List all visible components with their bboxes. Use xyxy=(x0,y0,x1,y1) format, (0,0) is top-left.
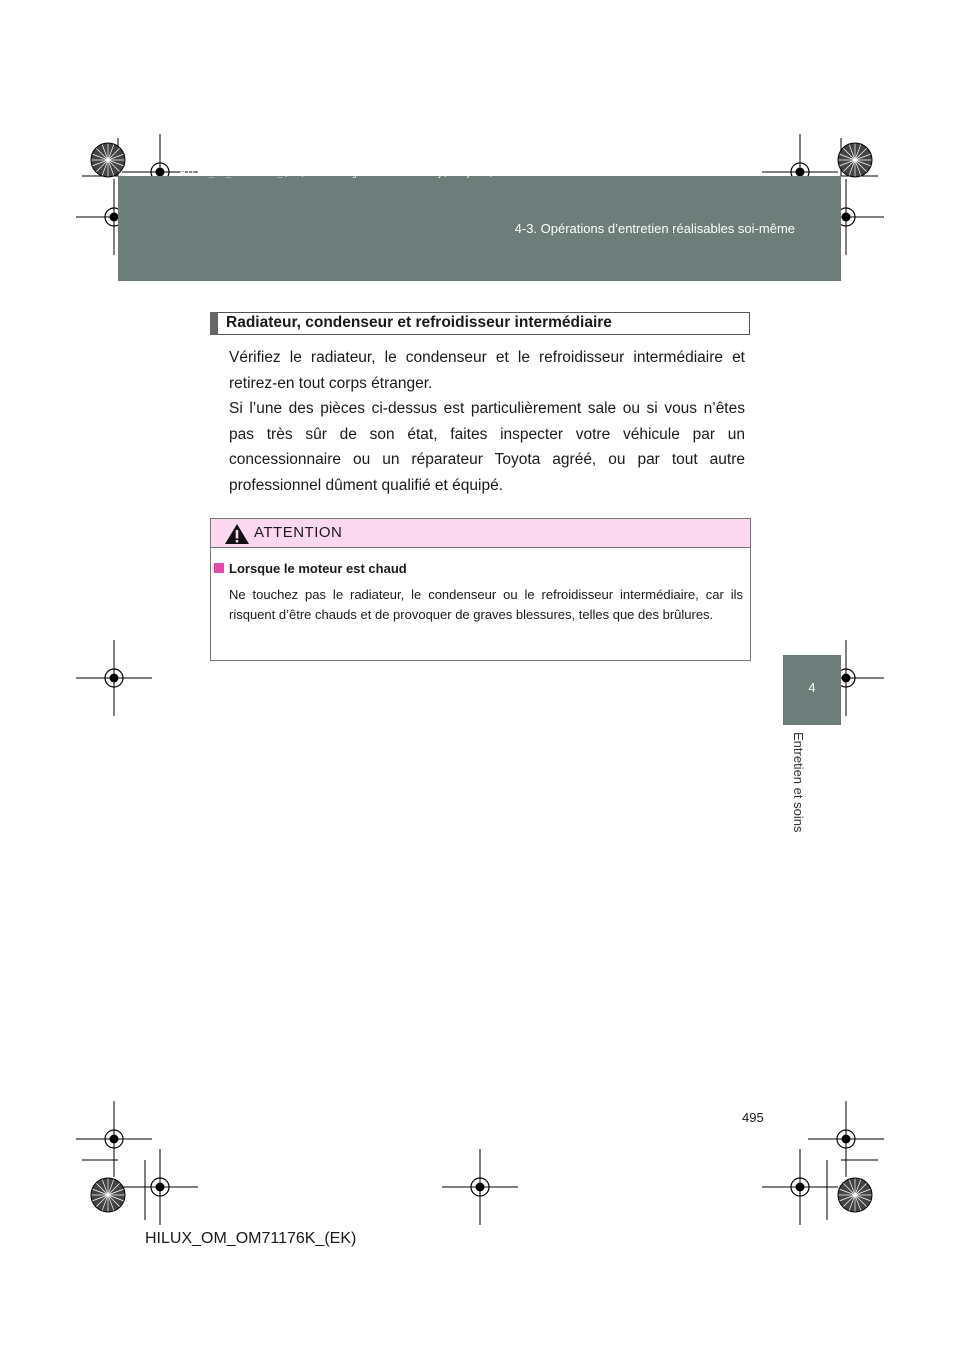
section-title: 4-3. Opérations d’entretien réalisables soi-même xyxy=(514,221,795,236)
heading-accent-bar xyxy=(210,312,218,335)
chapter-number: 4 xyxy=(808,680,816,695)
chapter-label: Entretien et soins xyxy=(791,732,806,833)
body-text xyxy=(229,345,745,498)
file-slug: HILUX_OM_OM71176K_(EK).book Page 495 Wednesday, May 16, 2012 2:32 PM xyxy=(180,169,569,179)
subsection-heading: Radiateur, condenseur et refroidisseur intermédiaire xyxy=(226,314,612,331)
paragraph-2: Si l’une des pièces ci-dessus est particulièrement sale ou si vous n’êtes pas très sûr de son état, faites inspecter votre véhicule par un concessionnaire ou un réparateur Toyota agréé, ou par tout autre professionnel dûment qualifié et équipé. xyxy=(229,400,745,494)
manual-code: HILUX_OM_OM71176K_(EK) xyxy=(145,1230,357,1247)
paragraph-1: Vérifiez le radiateur, le condenseur et le refroidisseur intermédiaire et retirez-en tout corps étranger. xyxy=(229,349,745,392)
page-number: 495 xyxy=(742,1110,764,1125)
warning-triangle-icon xyxy=(224,523,250,545)
attention-subheading: Lorsque le moteur est chaud xyxy=(229,561,407,576)
attention-title: ATTENTION xyxy=(254,524,343,541)
bullet-square-icon xyxy=(214,563,224,573)
attention-text: Ne touchez pas le radiateur, le condenseur ou le refroidisseur intermédiaire, car ils risquent d’être chauds et de provoquer de graves blessures, telles que des brûlures. xyxy=(229,587,743,622)
